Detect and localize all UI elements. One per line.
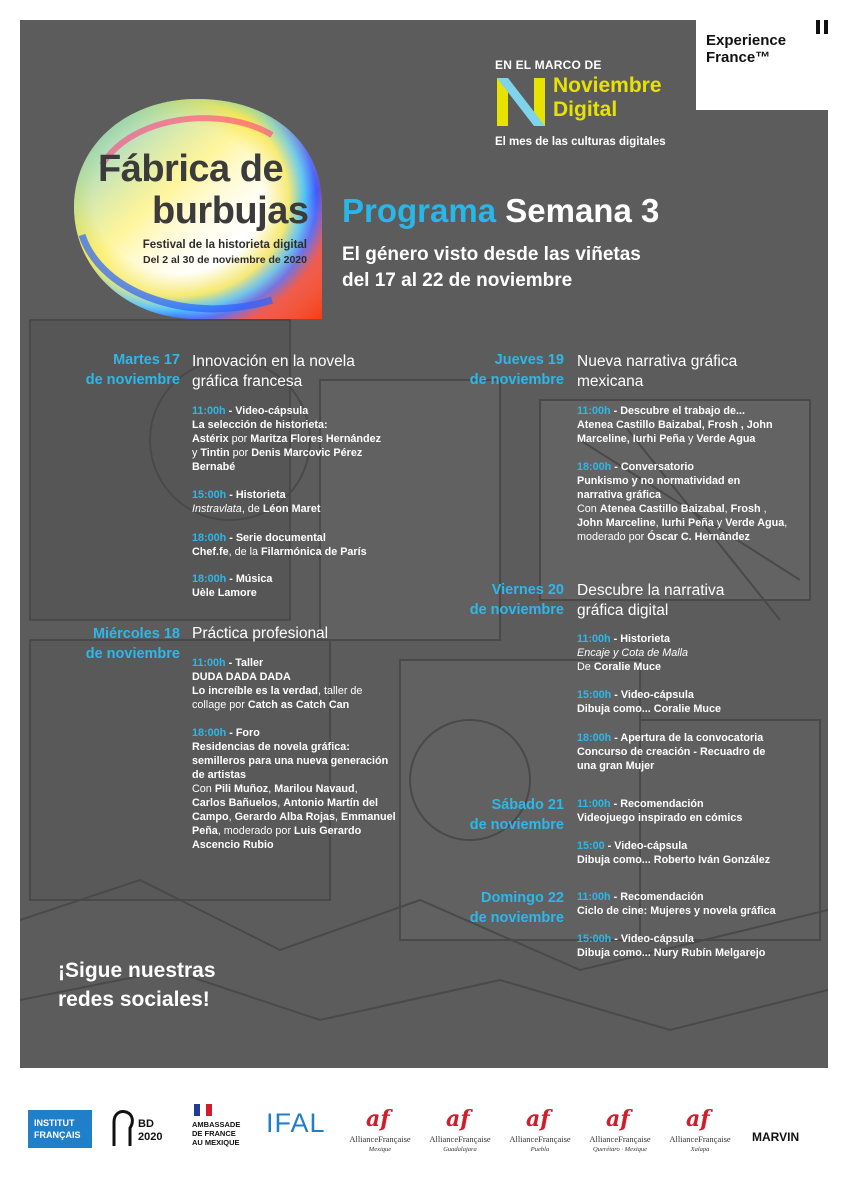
artists: Marceline, Iurhi Peña	[577, 433, 686, 445]
speaker: Frosh	[730, 503, 761, 515]
presenter-cont: Bernabé	[192, 461, 236, 473]
event-fri-2	[577, 688, 817, 716]
author: Coralie Muce	[593, 661, 662, 673]
festival-name-line1: Noviembre	[553, 74, 662, 97]
day-date-sunday	[430, 888, 564, 928]
alliance-francaise-logo	[344, 1106, 416, 1166]
event-sat-2	[577, 839, 817, 867]
date-line1: Domingo 22	[481, 890, 564, 906]
institut-line2: FRANÇAIS	[34, 1130, 81, 1140]
date-line2: de noviembre	[469, 602, 564, 618]
program-heading	[342, 192, 659, 230]
event-tue-3	[192, 531, 422, 559]
connector: ,	[268, 783, 275, 795]
amb-line1: AMBASSADE	[192, 1120, 241, 1129]
date-line2: de noviembre	[469, 372, 564, 388]
bd-line1: BD	[138, 1118, 154, 1130]
event-title: Encaje y Cota de Malla	[577, 647, 689, 659]
event-sun-1	[577, 890, 817, 918]
work-tintin: Tintin	[200, 447, 230, 459]
speaker: Marilou Navaud	[274, 783, 355, 795]
date-line2: de noviembre	[469, 910, 564, 926]
title-line1: Fábrica de	[98, 148, 284, 190]
event-subtitle: Lo increíble es la verdad	[192, 685, 319, 697]
event-type: - Historieta	[610, 633, 671, 645]
event-thu-1	[577, 404, 817, 446]
festival-name	[553, 74, 662, 122]
event-type: - Conversatorio	[611, 461, 695, 473]
event-title-cont: de artistas	[192, 769, 247, 781]
af-name: AllianceFrançaise	[509, 1134, 571, 1144]
theme-line1: Innovación en la novela	[192, 353, 355, 370]
event-title: Residencias de novela gráfica:	[192, 741, 350, 753]
amb-line3: AU MEXIQUE	[192, 1138, 240, 1147]
event-title: Ciclo de cine: Mujeres y novela gráfica	[577, 905, 776, 917]
connector: ,	[354, 783, 358, 795]
event-type: - Recomendación	[610, 798, 704, 810]
presenter: Denis Marcovic Pérez	[251, 447, 363, 459]
event-title-cont: una gran Mujer	[577, 760, 655, 772]
experience-france-text	[706, 32, 786, 66]
speaker: Antonio Martín del	[283, 797, 378, 809]
connector: , de	[241, 503, 263, 515]
speaker: Iurhi Peña	[661, 517, 714, 529]
connector: ,	[724, 503, 731, 515]
event-title: Chef.fe	[192, 546, 229, 558]
bd-line2: 2020	[138, 1131, 163, 1143]
bd2020-text	[138, 1118, 162, 1144]
date-line2: de noviembre	[85, 372, 180, 388]
artists: Verde Agua	[696, 433, 756, 445]
event-time: 11:00h	[577, 891, 611, 903]
noviembre-digital-block	[475, 38, 695, 148]
alliance-francaise-logo	[504, 1106, 576, 1166]
day-date-thursday	[430, 350, 564, 390]
event-time: 11:00h	[192, 657, 226, 669]
event-type: - Video-cápsula	[225, 405, 309, 417]
marvin-logo: MARVIN	[752, 1130, 800, 1144]
speaker: Carlos Bañuelos	[192, 797, 278, 809]
connector: moderado por	[577, 531, 648, 543]
institut-line1: INSTITUT	[34, 1118, 75, 1128]
event-time: 18:00h	[192, 727, 227, 739]
day-theme-friday	[577, 581, 807, 621]
day-date-wednesday	[42, 624, 180, 664]
event-type: - Taller	[225, 657, 264, 669]
moderator-cont: Ascencio Rubio	[192, 839, 274, 851]
ambassade-logo	[192, 1104, 262, 1164]
date-line1: Viernes 20	[491, 582, 564, 598]
theme-line2: mexicana	[577, 373, 644, 390]
author: Léon Maret	[262, 503, 321, 515]
event-title-cont: narrativa gráfica	[577, 489, 662, 501]
af-mark: af	[446, 1106, 470, 1132]
connector: por	[228, 433, 251, 445]
bd2020-logo	[110, 1108, 180, 1152]
af-city: Mexique	[368, 1146, 392, 1153]
day-theme-wednesday	[192, 624, 412, 644]
connector: y	[685, 433, 697, 445]
speaker: John Marceline	[577, 517, 656, 529]
event-fri-1	[577, 632, 817, 674]
event-title: Dibuja como... Nury Rubín Melgarejo	[577, 947, 766, 959]
connector: por	[229, 447, 252, 459]
organization: Filarmónica de París	[261, 546, 367, 558]
subtitle-text: Festival de la historieta digital	[142, 239, 307, 251]
event-sat-1	[577, 797, 817, 825]
program-sub-line2: del 17 al 22 de noviembre	[342, 270, 573, 291]
event-time: 11:00h	[577, 633, 611, 645]
af-name: AllianceFrançaise	[589, 1134, 651, 1144]
event-title: DUDA DADA DADA	[192, 671, 291, 683]
connector: , de la	[228, 546, 262, 558]
event-time: 15:00	[577, 840, 605, 852]
af-name: AllianceFrançaise	[349, 1134, 411, 1144]
event-title: Dibuja como... Roberto Iván González	[577, 854, 771, 866]
event-type: - Foro	[226, 727, 260, 739]
af-mark: af	[606, 1106, 630, 1132]
event-type: - Serie documental	[226, 532, 326, 544]
connector: ,	[277, 797, 284, 809]
theme-line1: Descubre la narrativa	[577, 582, 725, 599]
connector: ,	[228, 811, 235, 823]
event-type: - Historieta	[226, 489, 286, 501]
connector: De	[577, 661, 594, 673]
institut-francais-logo	[28, 1110, 92, 1148]
date-line2: de noviembre	[469, 817, 564, 833]
event-type: - Recomendación	[610, 891, 704, 903]
event-type: - Video-cápsula	[604, 840, 688, 852]
festival-name-line2: Digital	[553, 98, 618, 121]
event-tue-4	[192, 572, 422, 600]
date-line1: Sábado 21	[491, 797, 564, 813]
event-time: 18:00h	[577, 732, 612, 744]
alliance-francaise-logo	[584, 1106, 656, 1166]
event-time: 18:00h	[192, 532, 227, 544]
theme-line1: Práctica profesional	[192, 625, 329, 642]
connector: ,	[784, 517, 788, 529]
day-date-tuesday	[42, 350, 180, 390]
af-mark: af	[686, 1106, 710, 1132]
poster	[20, 20, 828, 1068]
event-tue-1	[192, 404, 422, 474]
event-time: 11:00h	[577, 405, 611, 417]
presenter: Catch as Catch Can	[247, 699, 350, 711]
event-time: 15:00h	[577, 689, 612, 701]
experience-line2: France™	[706, 49, 771, 66]
theme-line2: gráfica digital	[577, 602, 669, 619]
alliance-francaise-logo	[664, 1106, 736, 1166]
connector: ,	[760, 503, 767, 515]
speaker-cont: Campo	[192, 811, 229, 823]
connector: , moderado por	[217, 825, 295, 837]
social-line1: ¡Sigue nuestras	[58, 959, 216, 982]
experience-france-logo	[696, 20, 828, 110]
event-type: - Apertura de la convocatoria	[611, 732, 764, 744]
theme-line1: Nueva narrativa gráfica	[577, 353, 738, 370]
theme-line2: gráfica francesa	[192, 373, 303, 390]
day-date-saturday	[430, 795, 564, 835]
social-callout	[58, 956, 216, 1014]
social-line2: redes sociales!	[58, 988, 210, 1011]
artists: Atenea Castillo Baizabal, Frosh , John	[577, 419, 773, 431]
festival-dates: Del 2 al 30 de noviembre de 2020	[142, 254, 307, 266]
connector: ,	[655, 517, 662, 529]
connector: y	[192, 447, 201, 459]
speaker: Emmanuel	[341, 811, 396, 823]
event-title-cont: semilleros para una nueva generación	[192, 755, 389, 767]
date-line2: de noviembre	[85, 646, 180, 662]
artist: Uèle Lamore	[192, 587, 257, 599]
speaker: Pili Muñoz	[214, 783, 269, 795]
event-wed-2	[192, 726, 422, 852]
speaker: Atenea Castillo Baizabal	[599, 503, 725, 515]
date-line1: Miércoles 18	[92, 626, 180, 642]
work-asterix: Astérix	[192, 433, 229, 445]
kicker: EN EL MARCO DE	[495, 58, 602, 72]
event-tue-2	[192, 488, 422, 516]
af-mark: af	[526, 1106, 550, 1132]
connector: ,	[335, 811, 341, 823]
event-time: 11:00h	[577, 798, 611, 810]
event-time: 18:00h	[192, 573, 227, 585]
day-theme-thursday	[577, 352, 807, 392]
event-thu-2	[577, 460, 817, 544]
connector: y	[713, 517, 726, 529]
event-type: - Descubre el trabajo de...	[610, 405, 746, 417]
speaker: Verde Agua	[725, 517, 785, 529]
presenter: Maritza Flores Hernández	[250, 433, 382, 445]
event-type: - Música	[226, 573, 273, 585]
marianne-flag-icon	[194, 1104, 212, 1116]
amb-line2: DE FRANCE	[192, 1129, 236, 1138]
day-theme-tuesday	[192, 352, 412, 392]
speaker-cont: Peña	[192, 825, 218, 837]
sponsor-logos	[0, 1068, 848, 1200]
festival-subtitle	[115, 238, 307, 268]
af-city: Guadalajara	[443, 1146, 477, 1153]
event-time: 15:00h	[577, 933, 612, 945]
event-title: Dibuja como... Coralie Muce	[577, 703, 721, 715]
alliance-francaise-logo	[424, 1106, 496, 1166]
af-name: AllianceFrançaise	[669, 1134, 731, 1144]
connector: , taller de	[318, 685, 363, 697]
program-sub-line1: El género visto desde las viñetas	[342, 244, 641, 265]
moderator: Luis Gerardo	[294, 825, 362, 837]
af-city: Querétaro · Mexique	[592, 1146, 648, 1153]
program-word: Programa	[342, 192, 497, 229]
ifal-logo: IFAL	[266, 1108, 326, 1138]
event-type: - Video-cápsula	[611, 933, 694, 945]
connector: collage por	[192, 699, 248, 711]
event-time: 18:00h	[577, 461, 612, 473]
title-line2: burbujas	[152, 190, 309, 232]
week-word: Semana 3	[505, 192, 660, 229]
flag-bars-icon	[816, 20, 828, 34]
event-type: - Video-cápsula	[611, 689, 694, 701]
event-title: Punkismo y no normatividad en	[577, 475, 741, 487]
program-subheading	[342, 242, 641, 294]
event-title: Concurso de creación - Recuadro de	[577, 746, 766, 758]
moderator: Óscar C. Hernández	[647, 531, 750, 543]
date-line1: Martes 17	[113, 352, 180, 368]
event-time: 15:00h	[192, 489, 227, 501]
af-city: Puebla	[530, 1146, 550, 1153]
day-date-friday	[430, 580, 564, 620]
festival-title	[98, 148, 308, 232]
event-fri-3	[577, 731, 817, 773]
event-wed-1	[192, 656, 422, 712]
noviembre-digital-logo-icon	[495, 76, 547, 128]
event-title: Videojuego inspirado en cómics	[577, 812, 743, 824]
af-city: Xalapa	[690, 1146, 710, 1153]
experience-line1: Experience	[706, 32, 787, 49]
ambassade-text	[192, 1120, 240, 1147]
af-name: AllianceFrançaise	[429, 1134, 491, 1144]
connector: Con	[577, 503, 600, 515]
speaker: Gerardo Alba Rojas	[234, 811, 335, 823]
event-title: Instravlata	[192, 503, 242, 515]
af-mark: af	[366, 1106, 390, 1132]
event-time: 11:00h	[192, 405, 226, 417]
event-title: La selección de historieta:	[192, 419, 328, 431]
connector: Con	[192, 783, 215, 795]
bd2020-mark-icon	[110, 1108, 136, 1148]
festival-tagline: El mes de las culturas digitales	[495, 136, 666, 148]
event-sun-2	[577, 932, 817, 960]
date-line1: Jueves 19	[494, 352, 564, 368]
